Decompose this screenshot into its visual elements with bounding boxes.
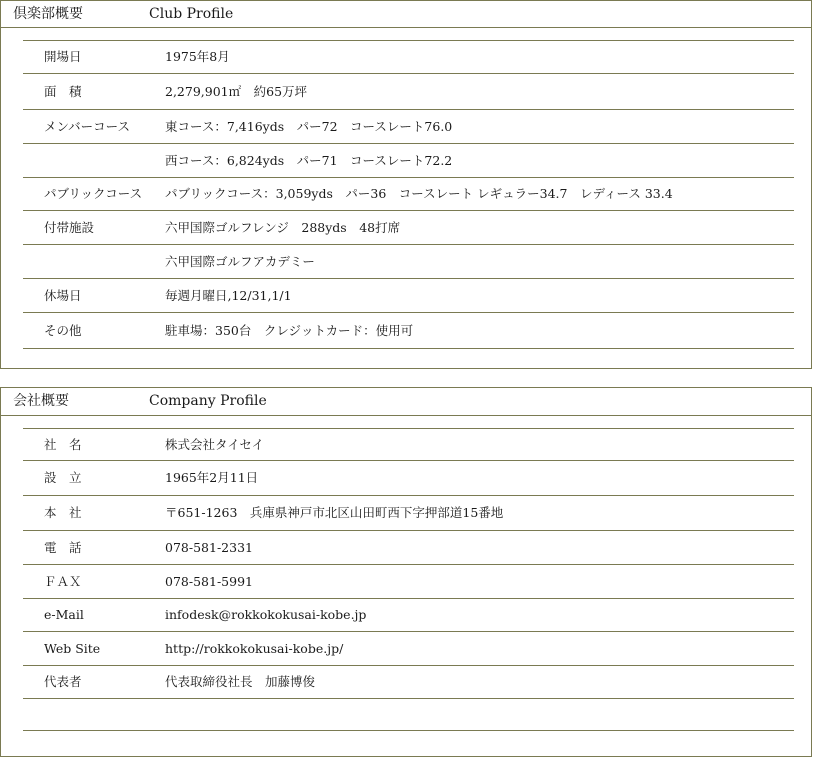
row-label: 付帯施設 <box>44 219 95 235</box>
row-label: 休場日 <box>44 287 82 303</box>
row-value: 1975年8月 <box>165 49 230 64</box>
company-row-empty <box>23 699 794 731</box>
club-row-closed <box>23 279 794 313</box>
club-row-member-east <box>23 110 794 144</box>
row-value: 2,279,901㎡ 約65万坪 <box>165 83 308 99</box>
row-value: 078-581-5991 <box>165 573 253 589</box>
company-title-ja: 会社概要 <box>13 393 69 409</box>
row-label: 本 社 <box>44 505 82 520</box>
row-label: パブリックコース <box>44 186 143 201</box>
company-row-email <box>23 599 794 632</box>
row-value: 1965年2月11日 <box>165 470 259 485</box>
row-label: 電 話 <box>44 539 82 555</box>
row-label: 開場日 <box>44 49 82 64</box>
company-profile-header <box>1 388 811 416</box>
row-label: その他 <box>44 322 82 338</box>
row-label: e-Mail <box>44 607 84 622</box>
company-row-headquarters <box>23 496 794 531</box>
row-value: 代表取締役社長 加藤博俊 <box>165 674 316 689</box>
company-row-phone <box>23 531 794 565</box>
row-value: http://rokkokokusai-kobe.jp/ <box>165 640 344 656</box>
row-value: 078-581-2331 <box>165 539 253 555</box>
company-profile-panel <box>0 387 812 757</box>
row-value: 〒651-1263 兵庫県神戸市北区山田町西下字押部道15番地 <box>165 505 504 520</box>
club-row-member-west <box>23 144 794 178</box>
company-profile-table <box>23 428 794 731</box>
row-label: 代表者 <box>44 674 82 689</box>
row-value: 六甲国際ゴルフアカデミー <box>165 253 315 269</box>
row-value: パブリックコース：3,059yds パー36 コースレート レギュラー34.7 レディース 33.4 <box>165 186 673 201</box>
row-label: ＦＡＸ <box>44 573 82 589</box>
row-label: 社 名 <box>44 436 82 452</box>
club-row-other <box>23 313 794 349</box>
row-value: 東コース：7,416yds パー72 コースレート76.0 <box>165 118 453 134</box>
club-profile-panel <box>0 0 812 369</box>
company-row-representative <box>23 666 794 699</box>
row-value: 株式会社タイセイ <box>165 436 265 452</box>
club-title-en: Club Profile <box>149 6 234 22</box>
club-profile-table <box>23 40 794 349</box>
club-row-area <box>23 74 794 110</box>
company-row-name <box>23 428 794 461</box>
row-value: 駐車場：350台 クレジットカード：使用可 <box>165 322 414 338</box>
row-value: 西コース：6,824yds パー71 コースレート72.2 <box>165 152 453 168</box>
club-profile-header <box>1 1 811 28</box>
row-label: 設 立 <box>44 470 82 485</box>
row-value: infodesk@rokkokokusai-kobe.jp <box>165 607 367 622</box>
row-label: メンバーコース <box>44 118 131 134</box>
row-value: 毎週月曜日,12/31,1/1 <box>165 287 292 303</box>
club-row-public <box>23 178 794 211</box>
club-title-ja: 倶楽部概要 <box>13 6 83 22</box>
company-title-en: Company Profile <box>149 393 267 409</box>
company-row-fax <box>23 565 794 599</box>
club-row-facility-academy <box>23 245 794 279</box>
row-label: 面 積 <box>44 83 82 99</box>
row-value: 六甲国際ゴルフレンジ 288yds 48打席 <box>165 219 401 235</box>
company-row-website <box>23 632 794 666</box>
club-row-facility-range <box>23 211 794 245</box>
row-label: Web Site <box>44 640 101 656</box>
club-row-opening <box>23 40 794 74</box>
company-row-founded <box>23 461 794 496</box>
